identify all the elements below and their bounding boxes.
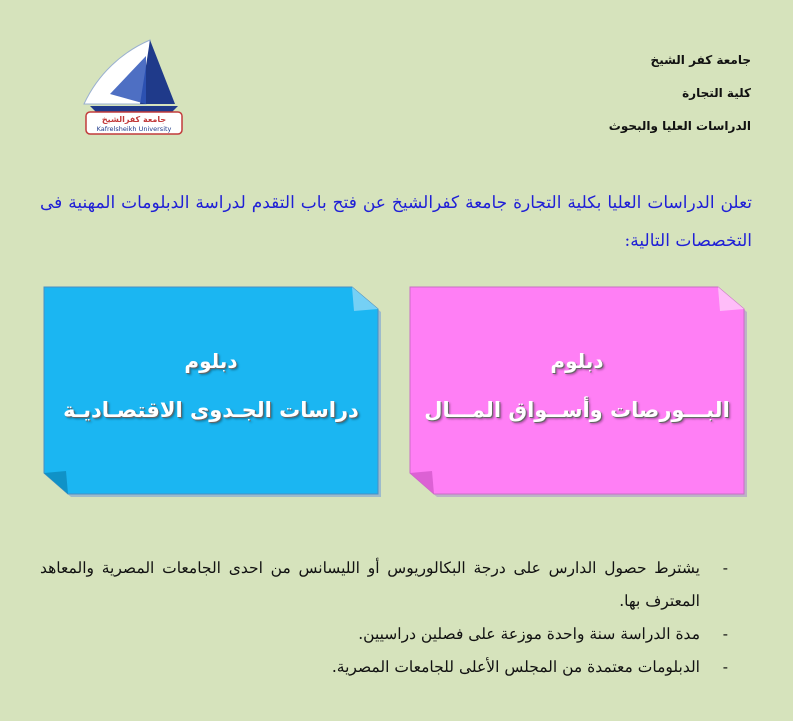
diploma-title: البـــورصات وأســواق المـــال bbox=[424, 398, 730, 422]
list-item bbox=[40, 552, 752, 618]
card-text bbox=[410, 347, 744, 425]
list-item-text: يشترط حصول الدارس على درجة البكالوريوس أو الليسانس من احدى الجامعات المصرية والمعاهد المعترف بها. bbox=[40, 559, 700, 610]
list-item-text: مدة الدراسة سنة واحدة موزعة على فصلين دراسيين. bbox=[358, 625, 700, 643]
list-item bbox=[40, 618, 752, 651]
header bbox=[491, 50, 751, 149]
logo-arabic-text: جامعة كفرالشيخ bbox=[101, 115, 167, 124]
diploma-label: دبلوم bbox=[184, 349, 238, 373]
diploma-label: دبلوم bbox=[550, 349, 604, 373]
diploma-card-feasibility bbox=[44, 287, 378, 494]
announcement-intro: تعلن الدراسات العليا بكلية التجارة جامعة كفرالشيخ عن فتح باب التقدم لدراسة الدبلومات المهنية فى التخصصات التالية: bbox=[40, 193, 752, 251]
list-marker: - bbox=[722, 559, 728, 577]
list-item-text: الدبلومات معتمدة من المجلس الأعلى للجامعات المصرية. bbox=[331, 658, 700, 676]
conditions-list bbox=[40, 552, 752, 684]
university-logo bbox=[80, 34, 188, 138]
sailboat-logo-icon bbox=[80, 34, 188, 138]
list-item bbox=[40, 651, 752, 684]
faculty-name: كلية التجارة bbox=[682, 86, 751, 100]
diploma-title: دراسات الجـدوى الاقتصـاديـة bbox=[63, 398, 359, 422]
university-name: جامعة كفر الشيخ bbox=[650, 53, 751, 67]
list-marker: - bbox=[722, 658, 728, 676]
list-marker: - bbox=[722, 625, 728, 643]
diploma-card-stock-exchange bbox=[410, 287, 744, 494]
department-name: الدراسات العليا والبحوث bbox=[608, 119, 751, 133]
card-text bbox=[44, 347, 378, 425]
logo-english-text: Kafrelsheikh University bbox=[96, 125, 172, 133]
